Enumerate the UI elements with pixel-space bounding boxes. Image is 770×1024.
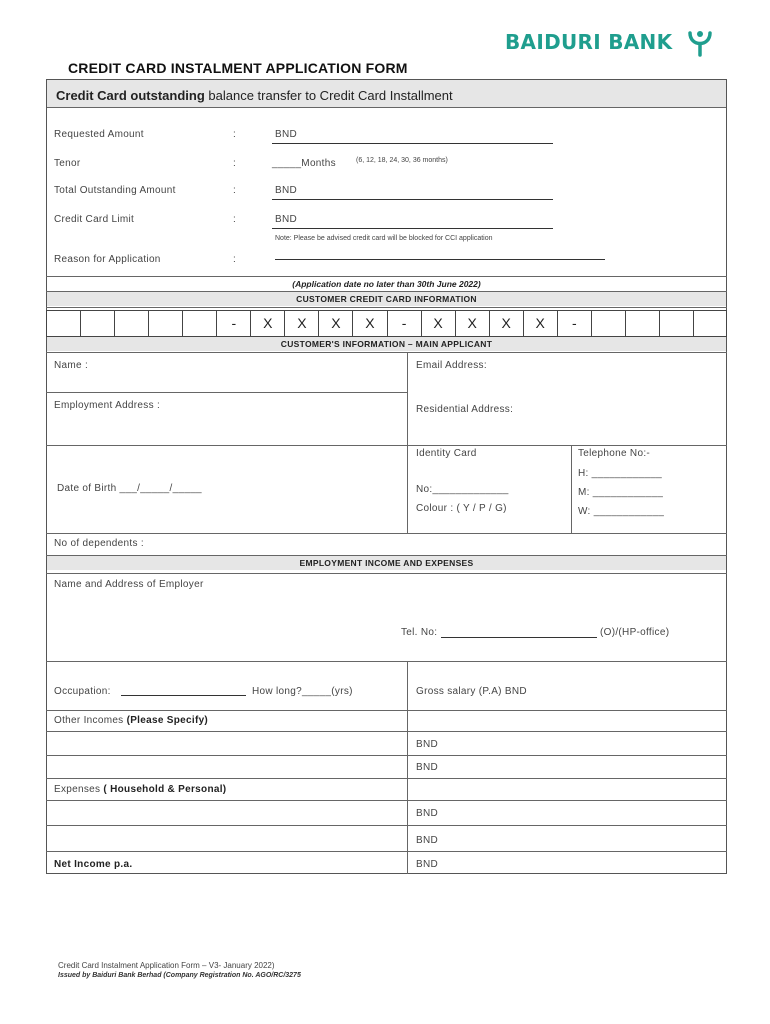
other-incomes-label: Other Incomes (Please Specify)	[54, 715, 209, 726]
tenor-field[interactable]: _____Months	[272, 158, 336, 169]
form-title: CREDIT CARD INSTALMENT APPLICATION FORM	[68, 60, 408, 76]
credit-limit-field[interactable]: BND	[275, 214, 298, 225]
divider	[46, 800, 727, 801]
residential-address-field[interactable]: Residential Address:	[416, 404, 514, 415]
ic-number-field[interactable]: No:_____________	[416, 484, 509, 495]
employer-tel-label: Tel. No:	[401, 627, 438, 638]
column-divider	[571, 445, 572, 533]
expenses-label: Expenses ( Household & Personal)	[54, 784, 227, 795]
customer-info-heading: CUSTOMER'S INFORMATION – MAIN APPLICANT	[280, 339, 493, 349]
column-divider	[407, 661, 408, 874]
baiduri-logo-icon	[684, 27, 716, 59]
divider	[46, 445, 727, 446]
occupation-label: Occupation:	[54, 686, 111, 697]
employer-tel-field[interactable]	[441, 637, 597, 638]
requested-amount-field[interactable]: BND	[275, 129, 298, 140]
tenor-label: Tenor	[54, 158, 81, 169]
divider	[46, 778, 727, 779]
ic-colour-field[interactable]: Colour : ( Y / P / G)	[416, 503, 507, 514]
card-number-cell[interactable]: X	[455, 310, 489, 337]
colon: :	[233, 254, 237, 265]
card-number-cell[interactable]	[659, 310, 693, 337]
card-number-cell[interactable]	[80, 310, 114, 337]
form-header-text: Credit Card outstanding balance transfer to Credit Card Installment	[56, 88, 453, 103]
employer-field[interactable]: Name and Address of Employer	[54, 579, 204, 590]
requested-amount-label: Requested Amount	[54, 129, 144, 140]
card-number-cell[interactable]	[114, 310, 148, 337]
dependents-field[interactable]: No of dependents :	[54, 538, 144, 549]
credit-limit-underline	[272, 228, 553, 229]
colon: :	[233, 129, 237, 140]
net-income-label: Net Income p.a.	[54, 859, 133, 870]
gross-salary-field[interactable]: Gross salary (P.A) BND	[416, 686, 527, 697]
divider	[46, 276, 727, 277]
divider	[46, 533, 727, 534]
card-number-cell[interactable]	[591, 310, 625, 337]
divider	[46, 661, 727, 662]
divider	[46, 851, 727, 852]
colon: :	[233, 158, 237, 169]
other-income-row-2[interactable]: BND	[416, 762, 439, 773]
footer-issuer: Issued by Baiduri Bank Berhad (Company Registration No. AGO/RC/3275	[58, 972, 301, 979]
telephone-mobile-field[interactable]: M: ____________	[578, 487, 664, 498]
divider	[46, 573, 727, 574]
divider	[46, 825, 727, 826]
credit-limit-label: Credit Card Limit	[54, 214, 135, 225]
card-number-cell[interactable]: X	[250, 310, 284, 337]
bank-logo-text: BAIDURI BANK	[505, 30, 673, 54]
card-number-cell[interactable]: X	[284, 310, 318, 337]
identity-card-label: Identity Card	[416, 448, 477, 459]
expense-row-1[interactable]: BND	[416, 808, 439, 819]
divider	[46, 710, 727, 711]
how-long-field[interactable]: How long?_____(yrs)	[252, 686, 353, 697]
footer-version: Credit Card Instalment Application Form – V3- January 2022)	[58, 961, 275, 970]
total-outstanding-field[interactable]: BND	[275, 185, 298, 196]
divider	[46, 352, 727, 353]
date-of-birth-field[interactable]: Date of Birth ___/_____/_____	[57, 483, 202, 494]
card-number-cell[interactable]: X	[318, 310, 352, 337]
other-income-row-1[interactable]: BND	[416, 739, 439, 750]
card-number-cell[interactable]: -	[387, 310, 421, 337]
card-number-cell[interactable]	[148, 310, 182, 337]
card-number-cell[interactable]	[625, 310, 659, 337]
total-outstanding-label: Total Outstanding Amount	[54, 185, 176, 196]
column-divider	[407, 352, 408, 533]
credit-limit-note: Note: Please be advised credit card will be blocked for CCI application	[275, 235, 493, 242]
net-income-field[interactable]: BND	[416, 859, 439, 870]
email-field[interactable]: Email Address:	[416, 360, 487, 371]
application-date-note: (Application date no later than 30th June 2022)	[292, 279, 481, 289]
telephone-label: Telephone No:-	[578, 448, 651, 459]
requested-amount-underline	[272, 143, 553, 144]
telephone-work-field[interactable]: W: ____________	[578, 506, 665, 517]
card-number-cell[interactable]: X	[489, 310, 523, 337]
employment-address-field[interactable]: Employment Address :	[54, 400, 161, 411]
employment-heading: EMPLOYMENT INCOME AND EXPENSES	[299, 558, 474, 568]
telephone-home-field[interactable]: H: ____________	[578, 468, 663, 479]
colon: :	[233, 185, 237, 196]
card-number-cell[interactable]: X	[421, 310, 455, 337]
card-number-cell[interactable]	[693, 310, 727, 337]
card-number-cell[interactable]: X	[352, 310, 386, 337]
card-number-cell[interactable]	[182, 310, 216, 337]
card-info-heading: CUSTOMER CREDIT CARD INFORMATION	[296, 294, 477, 304]
divider	[46, 392, 408, 393]
name-field[interactable]: Name :	[54, 360, 89, 371]
total-outstanding-underline	[272, 199, 553, 200]
colon: :	[233, 214, 237, 225]
card-number-cell[interactable]	[46, 310, 80, 337]
card-number-cell[interactable]: X	[523, 310, 557, 337]
divider	[46, 755, 727, 756]
tenor-hint: (6, 12, 18, 24, 30, 36 months)	[356, 157, 448, 164]
reason-field[interactable]	[275, 259, 605, 260]
card-number-cell[interactable]: -	[216, 310, 250, 337]
occupation-field[interactable]	[121, 695, 246, 696]
divider	[46, 307, 727, 308]
expense-row-2[interactable]: BND	[416, 835, 439, 846]
card-number-cell[interactable]: -	[557, 310, 591, 337]
reason-label: Reason for Application	[54, 254, 161, 265]
divider	[46, 731, 727, 732]
employer-tel-suffix: (O)/(HP-office)	[600, 627, 670, 638]
